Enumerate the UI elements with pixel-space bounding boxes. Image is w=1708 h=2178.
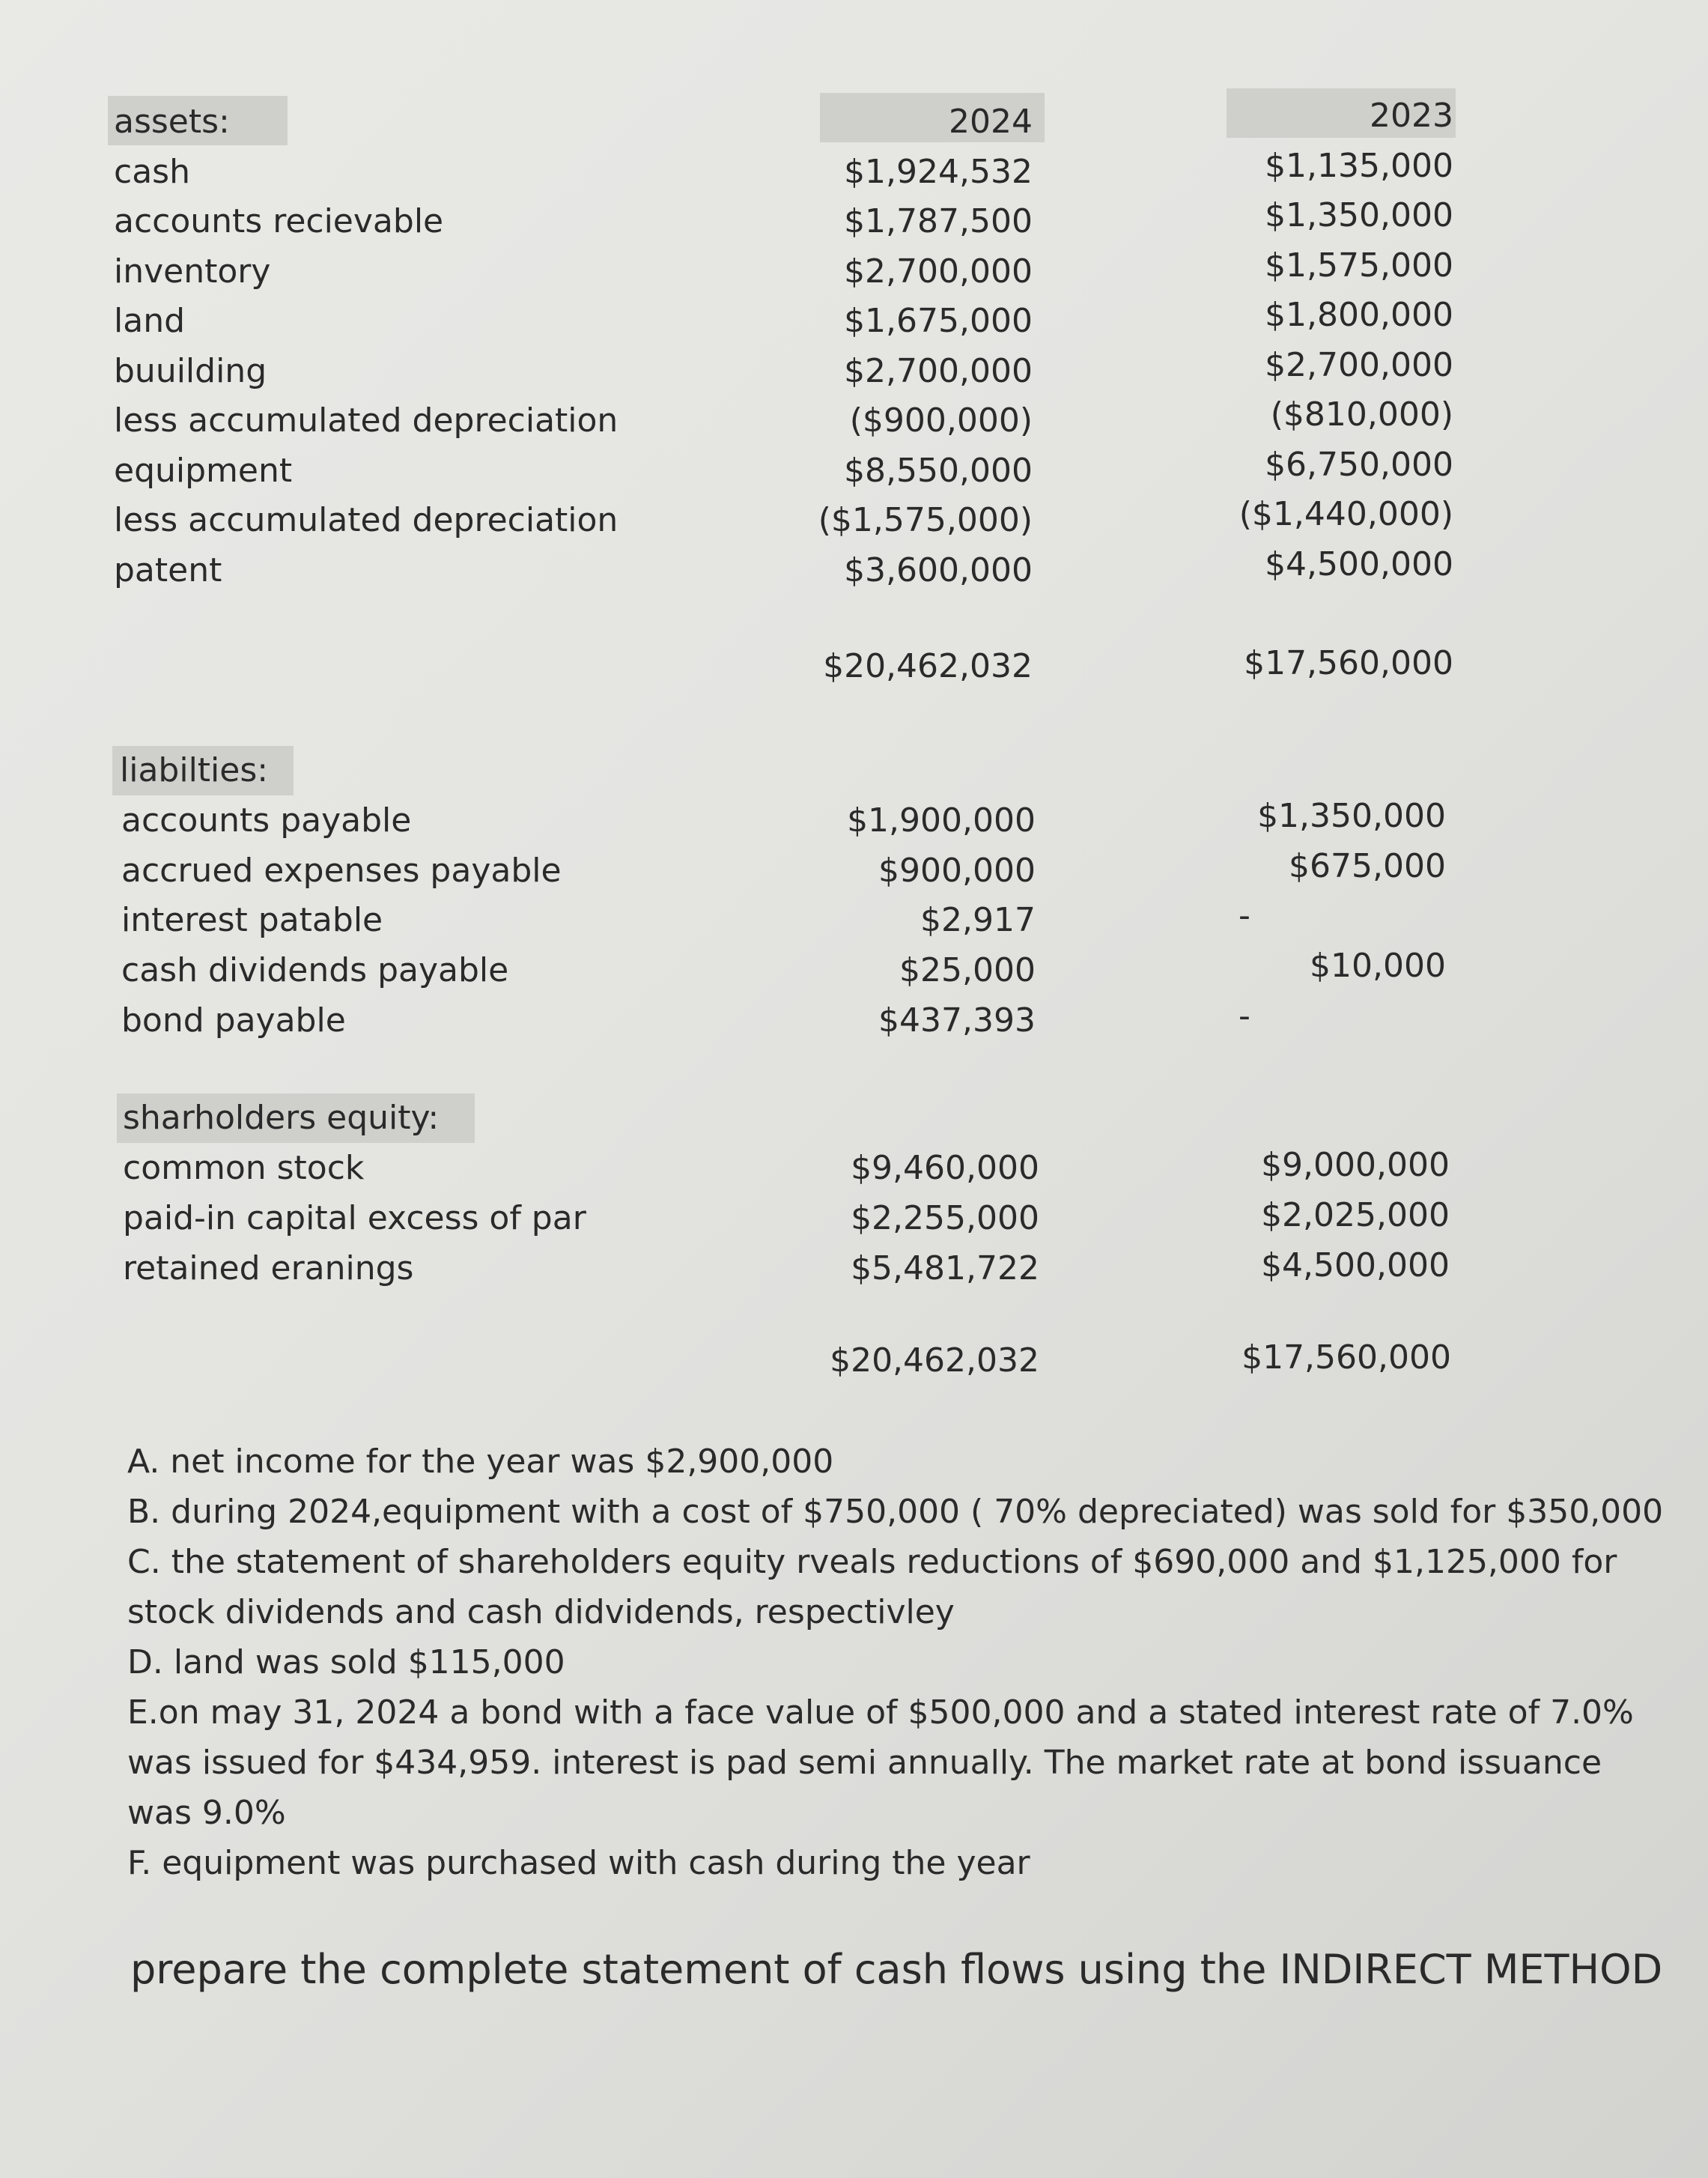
table-row: [0, 446, 1708, 496]
row-label: retained eranings: [123, 1249, 414, 1287]
value-2024: $1,900,000: [847, 801, 1036, 840]
note-line: stock dividends and cash didvidends, respectivley: [127, 1593, 955, 1631]
value-2024: $2,700,000: [844, 252, 1033, 291]
row-label: paid-in capital excess of par: [123, 1199, 586, 1237]
table-row: [0, 148, 1708, 197]
row-label: cash: [114, 153, 190, 191]
value-2024: ($900,000): [849, 401, 1033, 440]
table-row: [0, 546, 1708, 595]
table-row: [0, 496, 1708, 545]
table-row: [0, 297, 1708, 346]
row-label: patent: [114, 551, 222, 589]
liabilities-equity-total-2024: $20,462,032: [830, 1341, 1039, 1380]
value-2024: $5,481,722: [851, 1249, 1039, 1287]
value-2024: $2,917: [920, 901, 1036, 939]
value-2024: $1,787,500: [844, 202, 1033, 240]
value-2023: ($1,440,000): [1239, 495, 1453, 533]
value-2024: $1,924,532: [844, 153, 1033, 191]
table-row: [0, 197, 1708, 246]
table-row: [0, 796, 1708, 846]
note-line: B. during 2024,equipment with a cost of $750,000 ( 70% depreciated) was sold for $350,000: [127, 1493, 1664, 1531]
note-line: was 9.0%: [127, 1794, 286, 1832]
notes-section: [127, 1437, 1664, 1888]
value-2024: $2,700,000: [844, 352, 1033, 390]
value-2023: $9,000,000: [1261, 1146, 1450, 1184]
value-2023: $1,575,000: [1265, 246, 1453, 285]
value-2024: ($1,575,000): [818, 501, 1033, 539]
value-2023: $1,350,000: [1257, 797, 1446, 835]
table-row: [0, 1144, 1708, 1193]
table-row: [0, 846, 1708, 896]
row-label: less accumulated depreciation: [114, 401, 619, 440]
assets-total-2024: $20,462,032: [823, 647, 1033, 685]
row-label: less accumulated depreciation: [114, 501, 619, 539]
value-2024: $25,000: [899, 951, 1036, 989]
table-row: [0, 247, 1708, 297]
instruction-text: prepare the complete statement of cash flows using the INDIRECT METHOD: [130, 1946, 1663, 1993]
row-label: common stock: [123, 1149, 365, 1187]
row-label: accounts recievable: [114, 202, 444, 240]
value-2024: $900,000: [878, 852, 1036, 890]
row-label: cash dividends payable: [121, 951, 509, 989]
value-2024: $437,393: [878, 1001, 1036, 1040]
table-row: [0, 1194, 1708, 1243]
note-line: D. land was sold $115,000: [127, 1643, 565, 1681]
value-2023: $2,700,000: [1265, 346, 1453, 384]
row-label: inventory: [114, 252, 271, 291]
liabilities-equity-total-2023: $17,560,000: [1242, 1338, 1451, 1377]
row-label: bond payable: [121, 1001, 346, 1040]
table-row: [0, 1244, 1708, 1293]
value-2023: $6,750,000: [1265, 446, 1453, 484]
value-2023: $1,350,000: [1265, 196, 1453, 234]
note-line: E.on may 31, 2024 a bond with a face value of $500,000 and a stated interest rate of 7.0%: [127, 1693, 1634, 1732]
table-row: [0, 396, 1708, 446]
assets-total-2023: $17,560,000: [1244, 644, 1453, 682]
value-2023: $2,025,000: [1261, 1196, 1450, 1234]
table-row: [0, 946, 1708, 995]
row-label: buuilding: [114, 352, 267, 390]
row-label: interest patable: [121, 901, 383, 939]
table-row: [0, 896, 1708, 945]
assets-total-row: [0, 642, 1708, 691]
row-label: accounts payable: [121, 801, 412, 840]
assets-heading: assets:: [114, 103, 230, 141]
note-line: was issued for $434,959. interest is pad semi annually. The market rate at bond issuance: [127, 1744, 1602, 1782]
row-label: accrued expenses payable: [121, 852, 562, 890]
value-2023: $675,000: [1289, 847, 1446, 885]
value-2023: -: [1239, 897, 1250, 935]
value-2023: $1,135,000: [1265, 147, 1453, 185]
assets-header-row: [0, 97, 1708, 147]
equity-heading: sharholders equity:: [123, 1099, 440, 1137]
value-2024: $2,255,000: [851, 1199, 1039, 1237]
value-2023: $4,500,000: [1261, 1246, 1450, 1284]
value-2024: $8,550,000: [844, 452, 1033, 490]
column-2023-header: 2023: [1370, 97, 1453, 135]
value-2023: $1,800,000: [1265, 296, 1453, 334]
liabilities-equity-total-row: [0, 1336, 1708, 1386]
liabilities-heading: liabilties:: [120, 751, 269, 789]
liabilities-header-row: [0, 746, 1708, 795]
value-2023: $10,000: [1310, 947, 1446, 985]
note-line: F. equipment was purchased with cash during the year: [127, 1844, 1030, 1882]
row-label: equipment: [114, 452, 293, 490]
table-row: [0, 996, 1708, 1046]
row-label: land: [114, 302, 186, 340]
table-row: [0, 347, 1708, 396]
value-2023: $4,500,000: [1265, 545, 1453, 583]
value-2024: $1,675,000: [844, 302, 1033, 340]
note-line: C. the statement of shareholders equity rveals reductions of $690,000 and $1,125,000 for: [127, 1543, 1617, 1581]
value-2023: -: [1239, 997, 1250, 1035]
column-2024-header: 2024: [949, 103, 1033, 141]
value-2024: $3,600,000: [844, 551, 1033, 589]
value-2023: ($810,000): [1270, 395, 1453, 434]
equity-header-row: [0, 1093, 1708, 1143]
note-line: A. net income for the year was $2,900,000: [127, 1443, 834, 1481]
value-2024: $9,460,000: [851, 1149, 1039, 1187]
